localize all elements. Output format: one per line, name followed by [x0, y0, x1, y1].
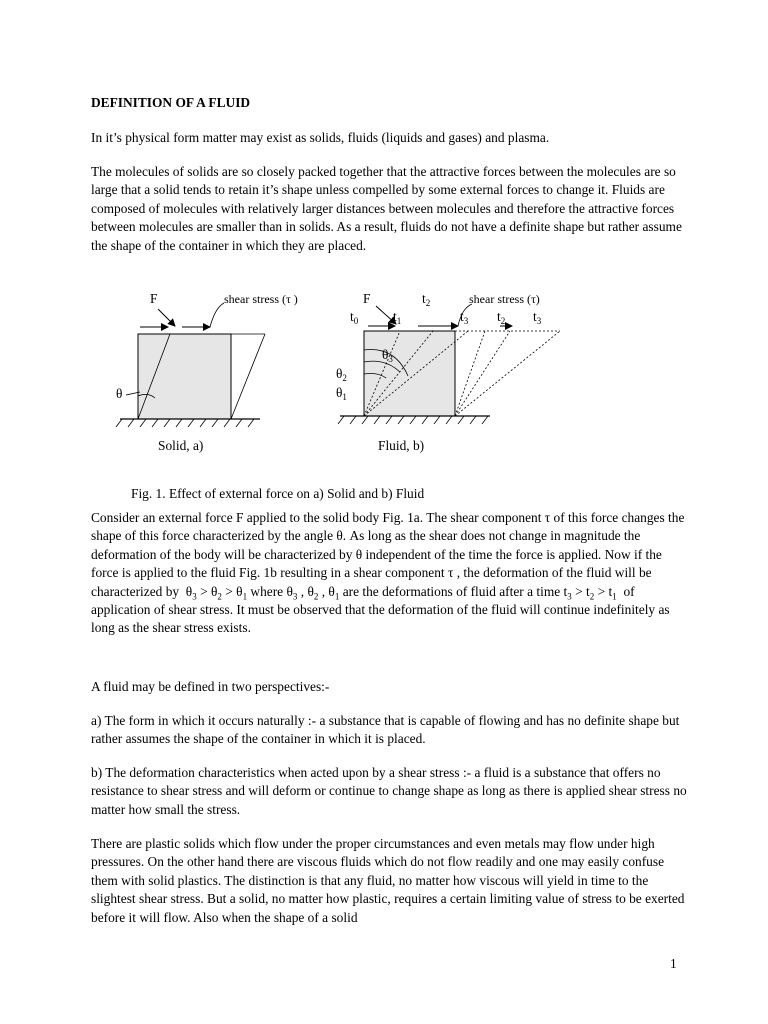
fluid-block	[364, 331, 455, 416]
fluid-diagram	[336, 291, 560, 453]
fluid-theta3-label: $\theta_3$	[382, 347, 393, 364]
solid-diagram	[116, 291, 298, 453]
molecules-paragraph: The molecules of solids are so closely packed together that the attractive forces between the molecules are so large that a solid tends to retain it’s shape unless compelled by some external forces to change it. Fluids are composed of molecules with relatively larger distances between molecules and therefore the attractive forces between molecules are smaller than in solids. As a result, fluids do not have a definite shape but rather assume the shape of the container in which they are placed.	[91, 164, 682, 253]
fluid-sublabel: Fluid, b)	[378, 438, 425, 453]
fluid-theta2-label: $\theta_2$	[336, 366, 347, 383]
fluid-t2-top-label: $t_2$	[422, 291, 431, 308]
definition-b: b) The deformation characteristics when acted upon by a shear stress :- a fluid is a substance that offers no resistance to shear stress and will deform or continue to change shape as long as there is applied shear stress no matter how small the stress.	[91, 765, 687, 817]
plastic-paragraph: There are plastic solids which flow under the proper circumstances and even metals may flow under high pressures. On the other hand there are viscous fluids which do not flow readily and one may easily confuse them with solid plastics. The distinction is that any fluid, no matter how viscous will yield in time to the slightest shear stress. But a solid, no matter how plastic, requires a certain limiting value of stress to be exerted before it will flow. Also when the shape of a solid	[91, 836, 685, 925]
fluid-shear-label: shear stress (τ)	[469, 292, 540, 306]
solid-ground-hatch	[116, 419, 254, 427]
page-number: 1	[670, 956, 677, 972]
solid-deformed-edge	[231, 334, 265, 419]
fluid-t3b-label: $t_3$	[533, 309, 542, 326]
solid-angle-label: θ	[116, 386, 123, 401]
solid-shear-label: shear stress (τ )	[224, 292, 298, 306]
solid-force-label: F	[150, 291, 158, 306]
intro-paragraph: In it’s physical form matter may exist as solids, fluids (liquids and gases) and plasma.	[91, 130, 550, 145]
solid-block	[138, 334, 231, 419]
fluid-theta1-label: $\theta_1$	[336, 385, 347, 402]
definition-a: a) The form in which it occurs naturally :- a substance that is capable of flowing and has no definite shape but rather assumes the shape of the container in which it is placed.	[91, 713, 680, 747]
fluid-t0-label: $t_0$	[350, 309, 359, 326]
figure-1-diagram	[100, 286, 580, 461]
fluid-force-label: F	[363, 291, 371, 306]
figure-caption: Fig. 1. Effect of external force on a) Solid and b) Fluid	[131, 486, 425, 502]
solid-diagonal-arrow	[158, 309, 175, 326]
fluid-t2b-label: $t_2$	[497, 309, 506, 326]
fluid-t1-label: $t_1$	[393, 309, 402, 326]
page-title: DEFINITION OF A FLUID	[91, 95, 251, 110]
fluid-t3a-label: $t_3$	[460, 309, 469, 326]
perspectives-intro: A fluid may be defined in two perspectives:-	[91, 679, 330, 694]
solid-sublabel: Solid, a)	[158, 438, 204, 453]
figure-1	[100, 286, 580, 461]
fluid-ground-hatch	[338, 416, 488, 424]
force-paragraph: Consider an external force F applied to the solid body Fig. 1a. The shear component τ of this force changes the shape of this force characterized by the angle θ. As long as the shear does not change in magnitude the deformation of the body will be characterized by θ independent of the time the force is applied. Now if the force is applied to the fluid Fig. 1b resulting in a shear component τ , the deformation of the fluid will be characterized by $\theta_3 > \theta_2 > \theta_1$ where $\theta_3$ , $\theta_2$ , $\theta_1$ are the deformations of fluid after a time $t_3 > t_2 > t_1$ of application of shear stress. It must be observed that the deformation of the fluid will continue indefinitely as long as the shear stress exists.	[91, 510, 685, 636]
